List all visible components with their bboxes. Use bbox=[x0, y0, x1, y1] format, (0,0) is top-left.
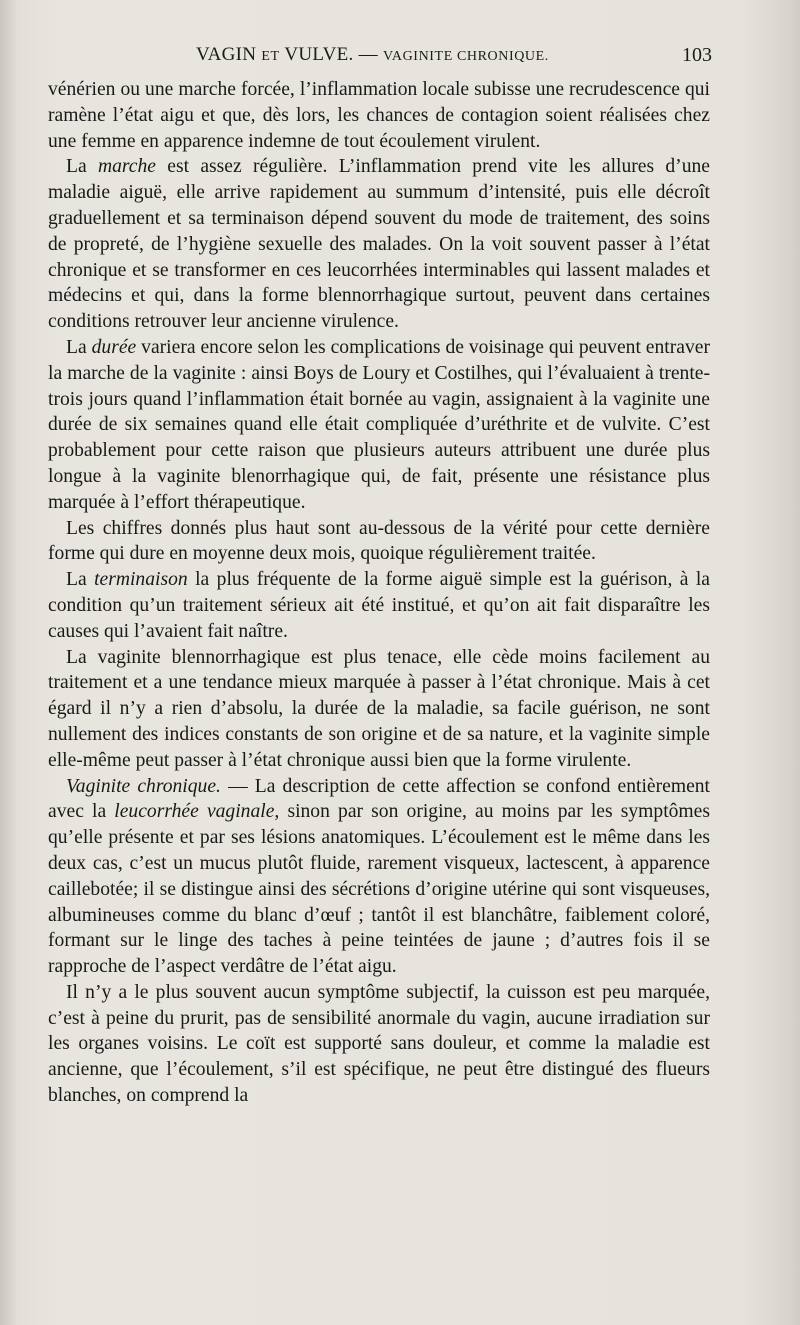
paragraph bbox=[48, 774, 710, 980]
paragraph-text: vénérien ou une marche forcée, l’inflammation locale subisse une recrudescence qui ramène l’état aigu et que, dès lors, les chances de contagion soient réalisées chez une femme en apparence indemne de tout écoulement virulent. bbox=[48, 79, 710, 152]
paragraph bbox=[48, 154, 710, 335]
paragraph-text: Les chiffres donnés plus haut sont au-dessous de la vérité pour cette dernière forme qui dure en moyenne deux mois, quoique régulièrement traitée. bbox=[48, 517, 710, 565]
title-main: VAGIN bbox=[196, 44, 257, 65]
paragraph-text: la plus fréquente de la forme aiguë simple est la guérison, à la condition qu’un traitement sérieux ait été institué, et qu’on ait fait disparaître les causes qui l’avaient fait naître. bbox=[48, 569, 710, 642]
paragraph-text: Il n’y a le plus souvent aucun symptôme subjectif, la cuisson est peu marquée, c’est à peine du prurit, pas de sensibilité anormale du vagin, aucune irradiation sur les organes voisins. Le coït est supporté sans douleur, et comme la maladie est ancienne, que l’écoulement, s’il est spécifique, ne peut être distingué des flueurs blanches, on comprend la bbox=[48, 981, 710, 1107]
italic-term: terminaison bbox=[94, 569, 188, 591]
paragraph bbox=[48, 567, 710, 644]
italic-term: leucorrhée vaginale, bbox=[114, 801, 280, 823]
paragraph-text: sinon par son origine, au moins par les symptômes qu’elle présente et par ses lésions anatomiques. L’écoulement est le même dans les deux cas, c’est un mucus plutôt fluide, rarement visqueux, lactescent, à apparence caillebotée; il se distingue ainsi des sécrétions d’origine utérine qui sont visqueuses, albumineuses comme du blanc d’œuf ; tantôt il est blanchâtre, faiblement coloré, formant sur le linge des taches à peine teintées de jaune ; d’autres fois il se rapproche de l’aspect verdâtre de l’état aigu. bbox=[48, 801, 710, 978]
paragraph bbox=[48, 980, 710, 1109]
running-header bbox=[48, 44, 712, 74]
paragraph bbox=[48, 516, 710, 568]
paragraph-text: — La description de cette affection se confond entièrement avec la bbox=[48, 775, 711, 823]
body-text bbox=[48, 77, 710, 1109]
title-vulve: VULVE. bbox=[284, 44, 354, 65]
section-heading: Vaginite chronique. bbox=[66, 775, 221, 797]
title-sub: VAGINITE CHRONIQUE. bbox=[382, 49, 549, 64]
paragraph-text: La bbox=[66, 569, 95, 591]
running-title bbox=[196, 44, 549, 66]
paragraph-text: La bbox=[66, 336, 92, 358]
paragraph-text: variera encore selon les complications de voisinage qui peuvent entraver la marche de la vaginite : ainsi Boys de Loury et Costilhes, qui l’évaluaient à trente-trois jours quand l’inflammation était bornée au vagin, assignaient à la vaginite une durée de six semaines quand elle était compliquée d’uréthrite et de vulvite. C’est probablement pour cette raison que plusieurs auteurs attribuent une durée plus longue à la vaginite blenorrhagique qui, de fait, présente une résistance plus marquée à l’effort thérapeutique. bbox=[48, 336, 710, 513]
paragraph-text: La bbox=[66, 156, 98, 178]
paragraph bbox=[48, 645, 710, 774]
title-dash: — bbox=[358, 44, 378, 65]
paragraph-text: La vaginite blennorrhagique est plus tenace, elle cède moins facilement au traitement et a une tendance mieux marquée à passer à l’état chronique. Mais à cet égard il n’y a rien d’absolu, la durée de la maladie, sa facile guérison, ne sont nullement des indices constants de son origine et de sa nature, et la vaginite simple elle-même peut passer à l’état chronique aussi bien que la forme virulente. bbox=[48, 646, 710, 771]
page-number: 103 bbox=[682, 44, 712, 66]
paragraph-text: est assez régulière. L’inflammation prend vite les allures d’une maladie aiguë, elle arrive rapidement au summum d’intensité, puis elle décroît graduellement et sa terminaison dépend souvent du mode de traitement, des soins de propreté, de l’hygiène sexuelle des malades. On la voit souvent passer à l’état chronique et se transformer en ces leucorrhées interminables qui lassent malades et médecins et qui, dans la forme blennorrhagique surtout, peuvent dans certaines conditions retrouver leur ancienne virulence. bbox=[48, 156, 710, 333]
paragraph bbox=[48, 335, 710, 516]
title-et: ET bbox=[261, 49, 280, 64]
italic-term: durée bbox=[91, 336, 137, 358]
italic-term: marche bbox=[97, 156, 156, 178]
paragraph bbox=[48, 77, 710, 154]
